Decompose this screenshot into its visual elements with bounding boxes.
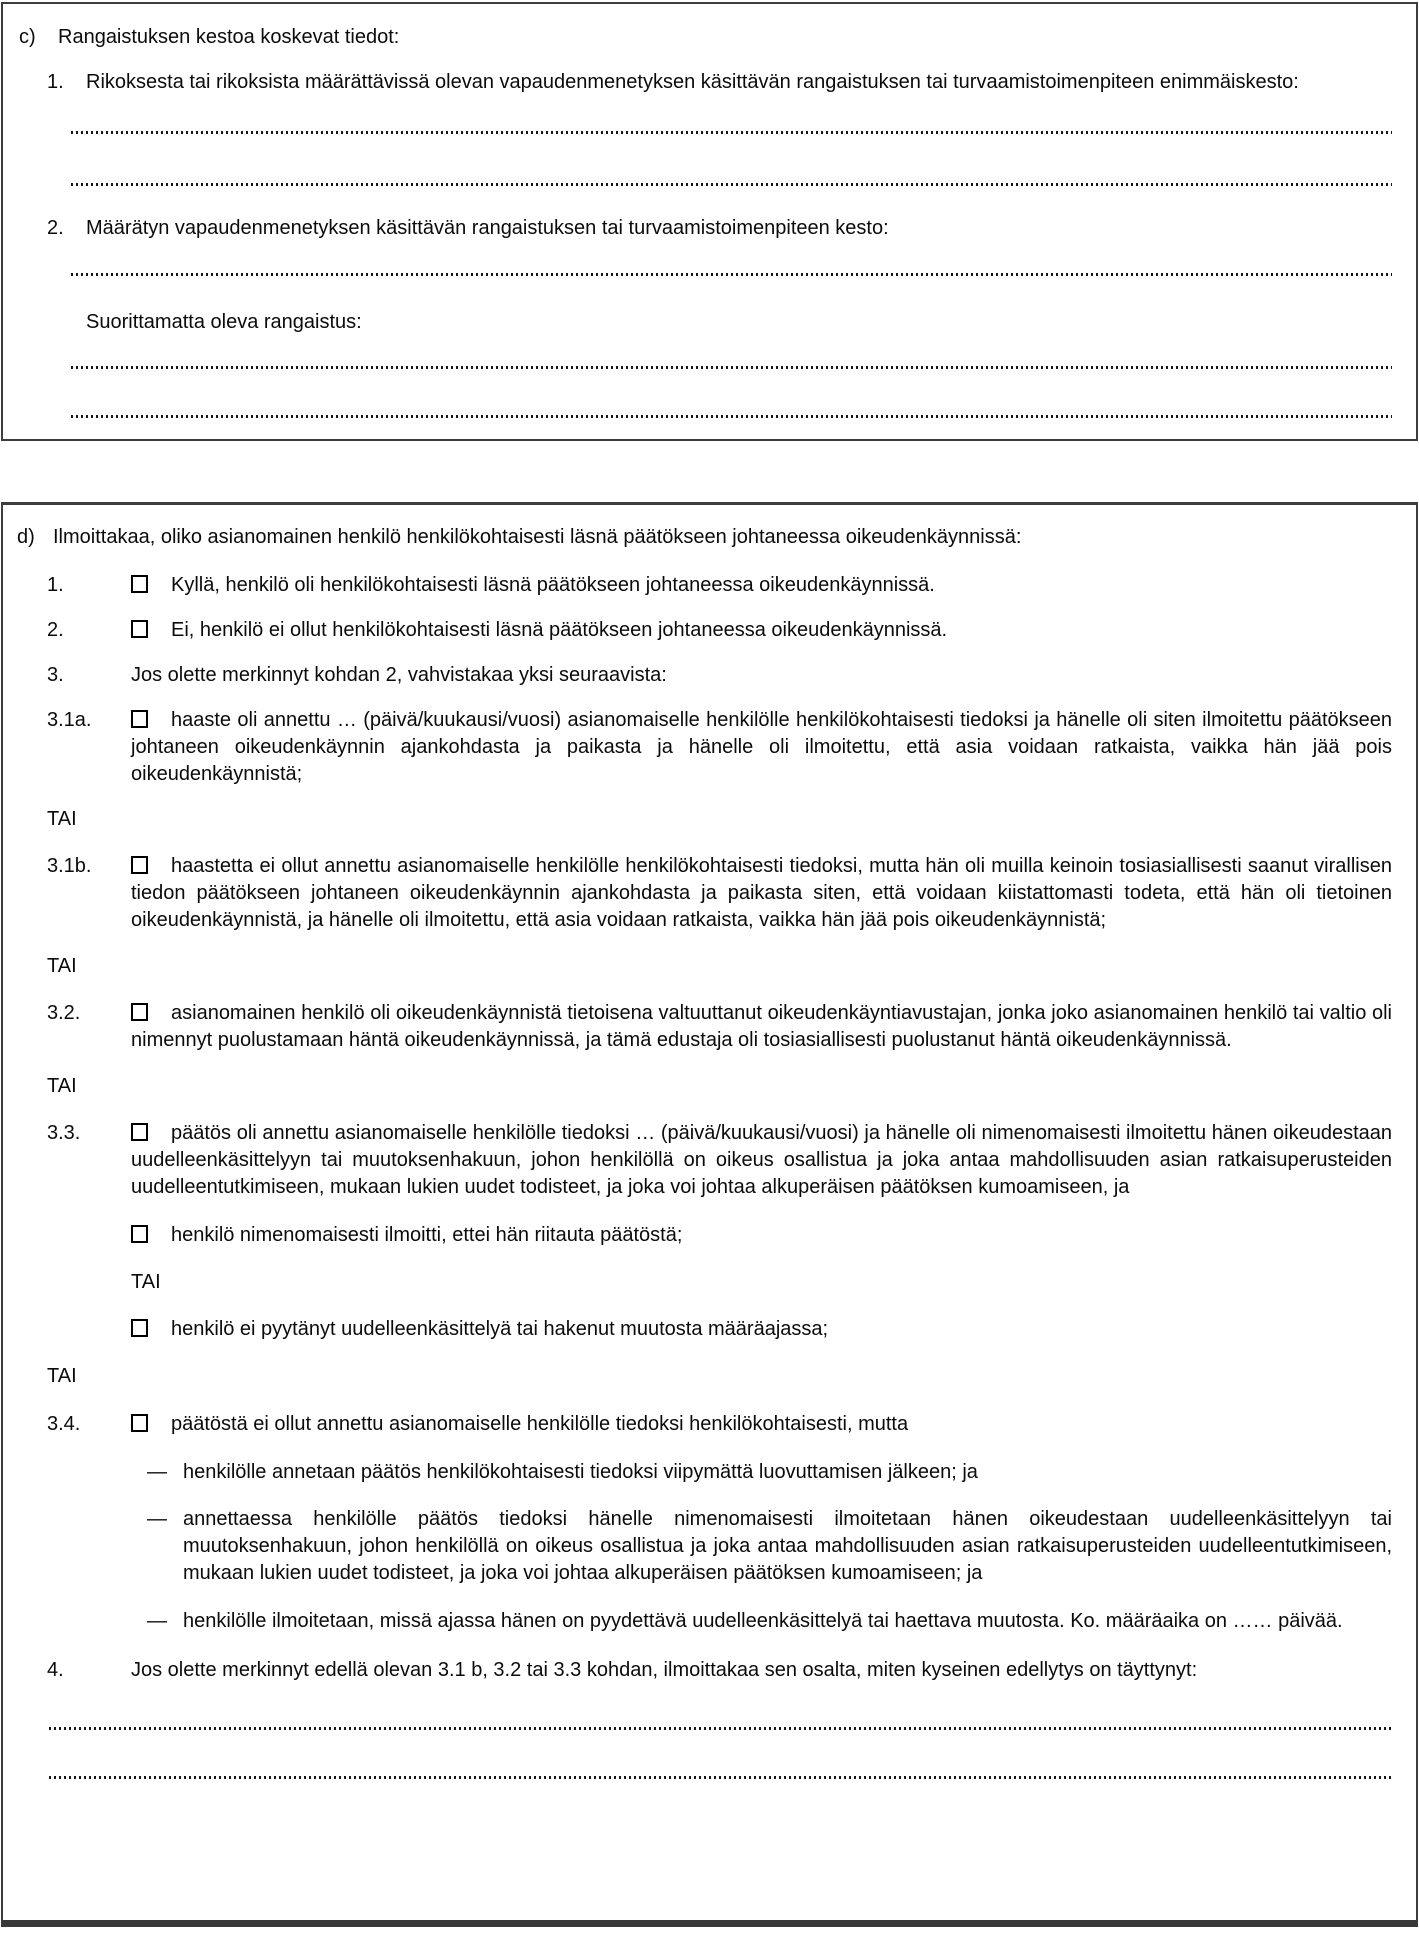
section-c-header — [17, 24, 1392, 51]
or-separator-4: TAI — [47, 1365, 77, 1387]
d-item-3-1b — [47, 853, 1392, 934]
d-item-3-3-sub-1 — [131, 1222, 1392, 1249]
checkbox-3-1b[interactable] — [131, 856, 148, 874]
d-item-3-number: 3. — [47, 664, 64, 686]
c-item-1-text: Rikoksesta tai rikoksista määrättävissä olevan vapaudenmenetyksen käsittävän rangaistuksen tai turvaamistoimenpiteen enimmäiskesto: — [86, 71, 1299, 93]
checkbox-d2[interactable] — [131, 620, 148, 638]
c-item-2 — [47, 215, 1392, 242]
d-item-1-number: 1. — [47, 574, 64, 596]
or-separator-1: TAI — [47, 808, 77, 830]
section-d-box — [1, 502, 1418, 1927]
d-item-3-3-text: päätös oli annettu asianomaiselle henkilölle tiedoksi … (päivä/kuukausi/vuosi) ja hänelle oli nimenomaisesti ilmoitettu hänen oikeudestaan uudelleenkäsittelyyn tai muutoksenhakuun, johon henkilöllä on oikeus osallistua ja joka antaa mahdollisuuden asian ratkaisuperusteiden uudelleentutkimiseen, mukaan lukien uudet todisteet, ja joka voi johtaa alkuperäisen päätöksen kumoamiseen, ja — [131, 1122, 1392, 1198]
c-fill-line-4[interactable] — [71, 366, 1392, 369]
section-c-box — [1, 2, 1418, 441]
d-item-4-text: Jos olette merkinnyt edellä olevan 3.1 b, 3.2 tai 3.3 kohdan, ilmoittakaa sen osalta, miten kyseinen edellytys on täyttynyt: — [131, 1659, 1198, 1681]
d-item-3-1a-text: haaste oli annettu … (päivä/kuukausi/vuosi) asianomaiselle henkilölle henkilökohtaisesti tiedoksi ja hänelle oli siten ilmoitettu päätökseen johtaneen oikeudenkäynnin ajankohdasta ja paikasta ja hänelle oli ilmoitettu, että asia voidaan ratkaista, vaikka hän jää pois oikeudenkäynnistä; — [131, 709, 1392, 785]
section-c-title: Rangaistuksen kestoa koskevat tiedot: — [58, 26, 400, 48]
d-item-3-1a — [47, 707, 1392, 788]
c-fill-line-2[interactable] — [71, 183, 1392, 186]
d-item-1 — [47, 572, 1392, 599]
d-item-3-1b-text: haastetta ei ollut annettu asianomaiselle henkilölle henkilökohtaisesti tiedoksi, mutta hän oli muilla keinoin tosiasiallisesti saanut virallisen tiedon päätökseen johtaneen oikeudenkäynnin ajankohdasta ja paikasta siten, että voidaan kiistattomasti todeta, että hän oli tietoinen oikeudenkäynnistä, ja hänelle oli ilmoitettu, että asia voidaan ratkaista, vaikka hän jää pois oikeudenkäynnistä; — [131, 855, 1392, 931]
dash-marker: — — [147, 1610, 167, 1632]
checkbox-3-1a[interactable] — [131, 710, 148, 728]
checkbox-3-3[interactable] — [131, 1123, 148, 1141]
c-fill-line-5[interactable] — [71, 415, 1392, 418]
d-item-2-number: 2. — [47, 619, 64, 641]
d-item-4 — [47, 1657, 1392, 1684]
d-fill-line-1[interactable] — [49, 1727, 1392, 1730]
d-item-3-3-number: 3.3. — [47, 1122, 81, 1144]
d-item-3-2-text: asianomainen henkilö oli oikeudenkäynnistä tietoisena valtuuttanut oikeudenkäyntiavustajan, jonka joko asianomainen henkilö tai valtio oli nimennyt puolustamaan häntä oikeudenkäynnissä, ja tämä edustaja oli tosiasiallisesti puolustanut häntä oikeudenkäynnissä. — [131, 1002, 1392, 1051]
d-item-3-3-sub-2-text: henkilö ei pyytänyt uudelleenkäsittelyä tai hakenut muutosta määräajassa; — [171, 1318, 829, 1340]
c-item-2-number: 2. — [47, 217, 64, 239]
d-item-3-4-dash-1-text: henkilölle annetaan päätös henkilökohtaisesti tiedoksi viipymättä luovuttamisen jälkeen; ja — [183, 1461, 978, 1483]
d-item-3-4-dash-2-text: annettaessa henkilölle päätös tiedoksi hänelle nimenomaisesti ilmoitetaan hänen oikeudestaan uudelleenkäsittelyyn tai muutoksenhakuun, johon henkilöllä on oikeus osallistua ja joka antaa mahdollisuuden asian ratkaisuperusteiden uudelleentutkimiseen, mukaan lukien uudet todisteet, ja joka voi johtaa alkuperäisen päätöksen kumoamiseen; ja — [183, 1508, 1392, 1584]
checkbox-3-2[interactable] — [131, 1003, 148, 1021]
checkbox-3-3-sub1[interactable] — [131, 1225, 148, 1243]
d-item-3-1a-number: 3.1a. — [47, 709, 92, 731]
d-item-3-4-number: 3.4. — [47, 1413, 81, 1435]
d-fill-line-2[interactable] — [49, 1776, 1392, 1779]
or-separator-2: TAI — [47, 955, 77, 977]
d-item-3 — [47, 662, 1392, 689]
d-item-3-text: Jos olette merkinnyt kohdan 2, vahvistakaa yksi seuraavista: — [131, 664, 667, 686]
c-item-2-text: Määrätyn vapaudenmenetyksen käsittävän rangaistuksen tai turvaamistoimenpiteen kesto: — [86, 217, 889, 239]
checkbox-3-3-sub2[interactable] — [131, 1319, 148, 1337]
d-item-3-4-dash-3 — [131, 1608, 1392, 1635]
c-item-1 — [47, 69, 1392, 96]
section-d-header — [15, 524, 1392, 551]
dash-marker: — — [147, 1508, 167, 1530]
d-item-3-2-number: 3.2. — [47, 1002, 81, 1024]
d-item-3-4-dash-2 — [131, 1506, 1392, 1587]
d-item-3-3-sub-1-text: henkilö nimenomaisesti ilmoitti, ettei hän riitauta päätöstä; — [171, 1224, 683, 1246]
d-item-3-3 — [47, 1120, 1392, 1201]
checkbox-3-4[interactable] — [131, 1414, 148, 1432]
d-item-2 — [47, 617, 1392, 644]
d-item-3-4 — [47, 1411, 1392, 1635]
d-item-3-4-dash-3-text: henkilölle ilmoitetaan, missä ajassa hänen on pyydettävä uudelleenkäsittelyä tai haettava muutosta. Ko. määräaika on …… päivää. — [183, 1610, 1343, 1632]
or-separator-nested: TAI — [131, 1271, 161, 1293]
c-remaining-sentence-label: Suorittamatta oleva rangaistus: — [86, 311, 362, 333]
d-item-2-text: Ei, henkilö ei ollut henkilökohtaisesti läsnä päätökseen johtaneessa oikeudenkäynnissä. — [171, 619, 948, 641]
section-c-label: c) — [19, 26, 36, 48]
d-item-3-4-text: päätöstä ei ollut annettu asianomaiselle henkilölle tiedoksi henkilökohtaisesti, mutta — [171, 1413, 909, 1435]
section-d-label: d) — [17, 526, 35, 548]
or-separator-3: TAI — [47, 1075, 77, 1097]
dash-marker: — — [147, 1461, 167, 1483]
form-page — [0, 2, 1419, 1927]
d-item-1-text: Kyllä, henkilö oli henkilökohtaisesti läsnä päätökseen johtaneessa oikeudenkäynnissä. — [171, 574, 935, 596]
checkbox-d1[interactable] — [131, 575, 148, 593]
d-item-3-1b-number: 3.1b. — [47, 855, 92, 877]
c-item-1-number: 1. — [47, 71, 64, 93]
section-d-title: Ilmoittakaa, oliko asianomainen henkilö henkilökohtaisesti läsnä päätökseen johtaneessa oikeudenkäynnissä: — [53, 526, 1022, 548]
d-item-4-number: 4. — [47, 1659, 64, 1681]
d-item-3-3-sub-2 — [131, 1316, 1392, 1343]
d-item-3-4-dash-1 — [131, 1459, 1392, 1486]
d-item-3-2 — [47, 1000, 1392, 1054]
c-fill-line-1[interactable] — [71, 131, 1392, 134]
c-fill-line-3[interactable] — [71, 273, 1392, 276]
